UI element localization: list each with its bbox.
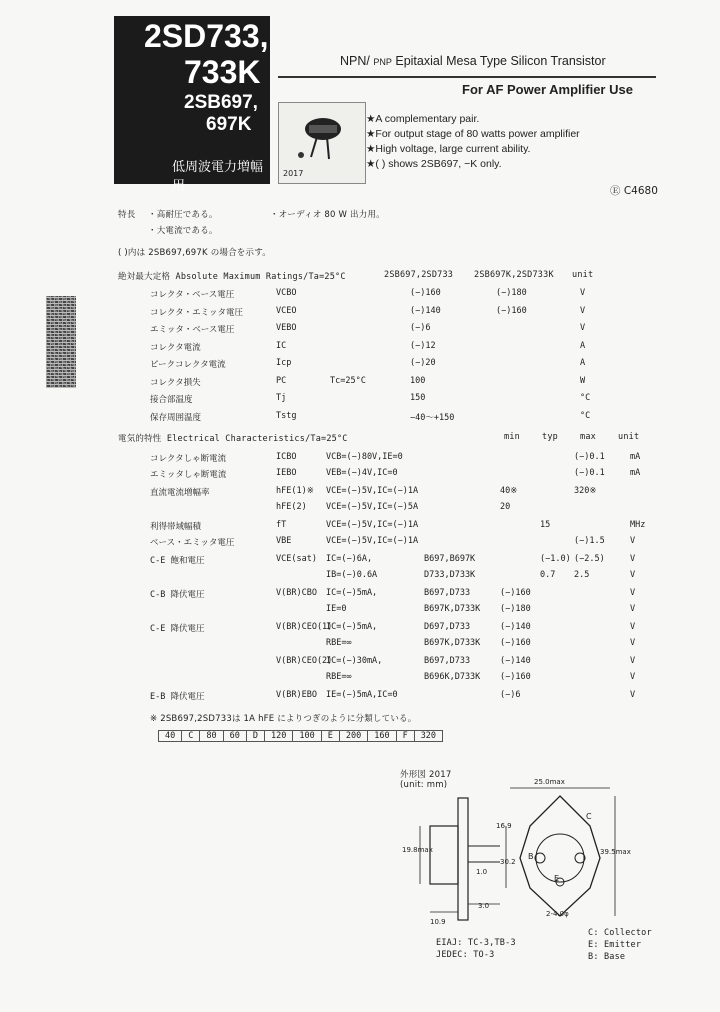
- elec-min: (−)140: [500, 622, 531, 632]
- elec-cond: RBE=∞: [326, 638, 352, 648]
- std-eiaj: EIAJ: TC-3,TB-3: [436, 938, 516, 948]
- abs-max-name: エミッタ・ベース電圧: [150, 325, 235, 335]
- abs-max-v1: (−)140: [410, 305, 441, 316]
- title-block: [114, 16, 270, 194]
- type-pnp: PNP: [373, 57, 392, 67]
- type-description: Epitaxial Mesa Type Silicon Transistor: [395, 54, 606, 68]
- elec-name: C-B 降伏電圧: [150, 590, 205, 600]
- legend-collector: C: Collector: [588, 928, 652, 938]
- abs-max-v1: (−)12: [410, 340, 436, 351]
- elec-unit: V: [630, 622, 636, 632]
- abs-max-name: ピークコレクタ電流: [150, 360, 226, 370]
- elec-max: (−)1.5: [574, 536, 605, 546]
- part-number-main: 2SD733,: [144, 18, 269, 54]
- abs-max-sym: VCEO: [276, 305, 297, 316]
- legend-base: B: Base: [588, 952, 626, 962]
- abs-max-unit: A: [580, 358, 586, 368]
- abs-max-cond: Tc=25°C: [330, 375, 366, 386]
- jp-title: 低周波電力増幅用: [172, 160, 264, 194]
- feature-en-4: ★( ) shows 2SB697, −K only.: [366, 158, 502, 170]
- abs-max-name: 接合部温度: [150, 395, 193, 405]
- elec-cond: VCE=(−)5V,IC=(−)1A: [326, 486, 419, 496]
- elec-name: E-B 降伏電圧: [150, 692, 205, 702]
- elec-cond: VCE=(−)5V,IC=(−)5A: [326, 502, 419, 512]
- elec-tag: B697K,D733K: [424, 638, 481, 648]
- elec-cond: VCE=(−)5V,IC=(−)1A: [326, 520, 419, 530]
- elec-sym: fT: [276, 520, 287, 530]
- elec-cond: RBE=∞: [326, 672, 352, 682]
- std-jedec: JEDEC: TO-3: [436, 950, 495, 960]
- hfe-group-cell: C: [182, 731, 200, 742]
- elec-sym: IEBO: [276, 468, 297, 478]
- part-number-sub-k: 697K: [206, 114, 252, 135]
- elec-sym: V(BR)CBO: [276, 588, 317, 598]
- dim-16-9: 16.9: [496, 822, 512, 830]
- elec-unit: V: [630, 604, 636, 614]
- application: For AF Power Amplifier Use: [462, 82, 633, 97]
- elec-sym: VBE: [276, 536, 292, 546]
- catalog-number: Ⓔ C4680: [610, 185, 658, 197]
- abs-max-unit: V: [580, 288, 586, 298]
- abs-max-col-unit: unit: [572, 270, 594, 280]
- feature-en-2: ★For output stage of 80 watts power amplifier: [366, 128, 580, 140]
- hfe-group-cell: E: [321, 731, 339, 742]
- dim-10-9: 10.9: [430, 918, 446, 926]
- dim-19-8: 19.8max: [402, 846, 433, 854]
- product-photo: [278, 102, 366, 184]
- elec-col-typ: typ: [542, 432, 558, 442]
- elec-typ: (−1.0): [540, 554, 571, 564]
- abs-max-name: コレクタ・ベース電圧: [150, 290, 235, 300]
- dim-holes: 2-4.0φ: [546, 910, 569, 918]
- hfe-group-cell: F: [396, 731, 414, 742]
- abs-max-name: 保存周囲温度: [150, 412, 202, 423]
- abs-max-unit: V: [580, 323, 586, 333]
- elec-tag: B696K,D733K: [424, 672, 481, 682]
- elec-tag: D733,D733K: [424, 570, 476, 580]
- note-paren: ( )内は 2SB697,697K の場合を示す。: [118, 248, 271, 258]
- elec-unit: V: [630, 656, 636, 666]
- elec-cond: IE=0: [326, 604, 347, 614]
- outline-drawing: [400, 776, 640, 936]
- elec-sym: hFE(1)※: [276, 486, 314, 496]
- elec-min: (−)140: [500, 656, 531, 666]
- elec-cond: IC=(−)6A,: [326, 554, 373, 564]
- elec-sym: ICBO: [276, 452, 297, 462]
- abs-max-v1: 150: [410, 393, 426, 403]
- hfe-group-cell: 320: [414, 731, 442, 742]
- hfe-group-cell: 160: [368, 731, 396, 742]
- elec-min: (−)160: [500, 638, 531, 648]
- features-jp-1: ・高耐圧である。: [148, 210, 218, 220]
- elec-cond: IB=(−)0.6A: [326, 570, 378, 580]
- pin-label-c: C: [586, 812, 592, 821]
- hfe-group-cell: 40: [159, 731, 182, 742]
- abs-max-v1: −40〜+150: [410, 412, 455, 423]
- abs-max-v1: (−)20: [410, 358, 436, 368]
- elec-typ: 0.7: [540, 570, 556, 580]
- elec-unit: V: [630, 570, 636, 580]
- elec-col-max: max: [580, 432, 596, 442]
- dim-30-2: 30.2: [500, 858, 516, 866]
- pin-label-e: E: [554, 874, 560, 883]
- abs-max-col1: 2SB697,2SD733: [384, 270, 454, 280]
- package-code: 2017: [283, 169, 304, 178]
- elec-name: 利得帯域幅積: [150, 522, 202, 532]
- feature-en-1: ★A complementary pair.: [366, 113, 480, 125]
- hfe-group-cell: 60: [223, 731, 246, 742]
- hfe-group-row: [159, 731, 443, 742]
- type-npn: NPN/: [340, 54, 370, 68]
- dim-3-0: 3.0: [478, 902, 490, 910]
- elec-cond: VEB=(−)4V,IC=0: [326, 468, 398, 478]
- abs-max-unit: °C: [580, 393, 591, 403]
- header-rule: [278, 76, 656, 78]
- dim-39-5: 39.5max: [600, 848, 631, 856]
- elec-name: コレクタしゃ断電流: [150, 454, 227, 464]
- hfe-group-cell: D: [246, 731, 264, 742]
- elec-min: (−)160: [500, 672, 531, 682]
- features-jp-3: ・大電流である。: [148, 226, 218, 236]
- abs-max-v1: (−)160: [410, 288, 441, 298]
- features-jp-2: ・オーディオ 80 W 出力用。: [270, 210, 385, 220]
- abs-max-col2: 2SB697K,2SD733K: [474, 270, 554, 280]
- elec-unit: V: [630, 536, 636, 546]
- abs-max-v1: 100: [410, 375, 426, 386]
- elec-tag: D697,D733: [424, 622, 471, 632]
- elec-unit: V: [630, 554, 636, 564]
- outline-unit: (unit: mm): [400, 780, 448, 790]
- part-number-main-k: 733K: [184, 54, 261, 90]
- elec-tag: B697K,D733K: [424, 604, 481, 614]
- feature-en-3: ★High voltage, large current ability.: [366, 143, 531, 155]
- elec-col-min: min: [504, 432, 520, 442]
- elec-tag: B697,B697K: [424, 554, 476, 564]
- abs-max-unit: V: [580, 305, 586, 316]
- elec-max: (−)0.1: [574, 452, 605, 462]
- part-number-sub: 2SB697,: [184, 92, 258, 113]
- pin-label-b: B: [528, 852, 534, 861]
- elec-tag: B697,D733: [424, 656, 471, 666]
- elec-unit: mA: [630, 452, 641, 462]
- elec-min: (−)180: [500, 604, 531, 614]
- note-hfe: ※ 2SB697,2SD733は 1A hFE によりつぎのように分類している。: [150, 714, 417, 724]
- hfe-group-cell: 80: [200, 731, 223, 742]
- dim-width: 25.0max: [534, 778, 565, 786]
- abs-max-sym: Icp: [276, 358, 292, 368]
- elec-name: C-E 飽和電圧: [150, 556, 205, 566]
- elec-cond: IC=(−)5mA,: [326, 622, 378, 632]
- abs-max-v1: (−)6: [410, 323, 431, 333]
- scan-artifact: [46, 296, 76, 388]
- features-en: [366, 112, 580, 172]
- abs-max-heading: 絶対最大定格 Absolute Maximum Ratings/Ta=25°C: [118, 272, 346, 282]
- hfe-group-cell: 120: [265, 731, 293, 742]
- elec-sym: VCE(sat): [276, 554, 317, 564]
- elec-cond: VCB=(−)80V,IE=0: [326, 452, 403, 462]
- elec-cond: IE=(−)5mA,IC=0: [326, 690, 398, 700]
- elec-max: (−)0.1: [574, 468, 605, 478]
- features-jp-label: 特長: [118, 210, 136, 220]
- elec-tag: B697,D733: [424, 588, 471, 598]
- dim-1-0: 1.0: [476, 868, 488, 876]
- legend-emitter: E: Emitter: [588, 940, 642, 950]
- elec-unit: V: [630, 672, 636, 682]
- elec-name: C-E 降伏電圧: [150, 624, 205, 634]
- abs-max-sym: IC: [276, 340, 287, 351]
- elec-unit: V: [630, 638, 636, 648]
- elec-cond: IC=(−)5mA,: [326, 588, 378, 598]
- elec-name: 直流電流増幅率: [150, 488, 210, 498]
- abs-max-sym: PC: [276, 375, 287, 386]
- abs-max-unit: °C: [580, 410, 591, 421]
- abs-max-name: コレクタ・エミッタ電圧: [150, 307, 243, 318]
- outline-title: 外形図 2017: [400, 770, 452, 780]
- elec-max: 2.5: [574, 570, 590, 580]
- hfe-group-table: [158, 730, 443, 742]
- abs-max-sym: VEBO: [276, 323, 297, 333]
- abs-max-v2: (−)160: [496, 305, 527, 316]
- elec-sym: hFE(2): [276, 502, 307, 512]
- elec-sym: V(BR)CEO(2): [276, 656, 333, 666]
- elec-cond: IC=(−)30mA,: [326, 656, 383, 666]
- elec-name: ベース・エミッタ電圧: [150, 538, 235, 548]
- abs-max-name: コレクタ損失: [150, 377, 201, 388]
- elec-name: エミッタしゃ断電流: [150, 470, 227, 480]
- elec-sym: V(BR)CEO(1): [276, 622, 333, 632]
- abs-max-name: コレクタ電流: [150, 342, 201, 353]
- abs-max-sym: Tstg: [276, 410, 297, 421]
- elec-cond: VCE=(−)5V,IC=(−)1A: [326, 536, 419, 546]
- elec-max: (−2.5): [574, 554, 605, 564]
- device-type: [340, 54, 606, 68]
- elec-max: 320※: [574, 486, 597, 496]
- elec-unit: mA: [630, 468, 641, 478]
- abs-max-sym: Tj: [276, 393, 287, 403]
- elec-unit: MHz: [630, 520, 646, 530]
- elec-typ: 15: [540, 520, 551, 530]
- hfe-group-cell: 100: [293, 731, 321, 742]
- elec-sym: V(BR)EBO: [276, 690, 317, 700]
- elec-min: (−)6: [500, 690, 521, 700]
- elec-heading: 電気的特性 Electrical Characteristics/Ta=25°C: [118, 434, 348, 444]
- abs-max-v2: (−)180: [496, 288, 527, 298]
- hfe-group-cell: 200: [339, 731, 367, 742]
- abs-max-sym: VCBO: [276, 288, 297, 298]
- elec-min: 40※: [500, 486, 518, 496]
- abs-max-unit: A: [580, 340, 586, 351]
- elec-min: (−)160: [500, 588, 531, 598]
- elec-col-unit: unit: [618, 432, 640, 442]
- elec-unit: V: [630, 690, 636, 700]
- elec-unit: V: [630, 588, 636, 598]
- abs-max-unit: W: [580, 375, 586, 386]
- elec-min: 20: [500, 502, 511, 512]
